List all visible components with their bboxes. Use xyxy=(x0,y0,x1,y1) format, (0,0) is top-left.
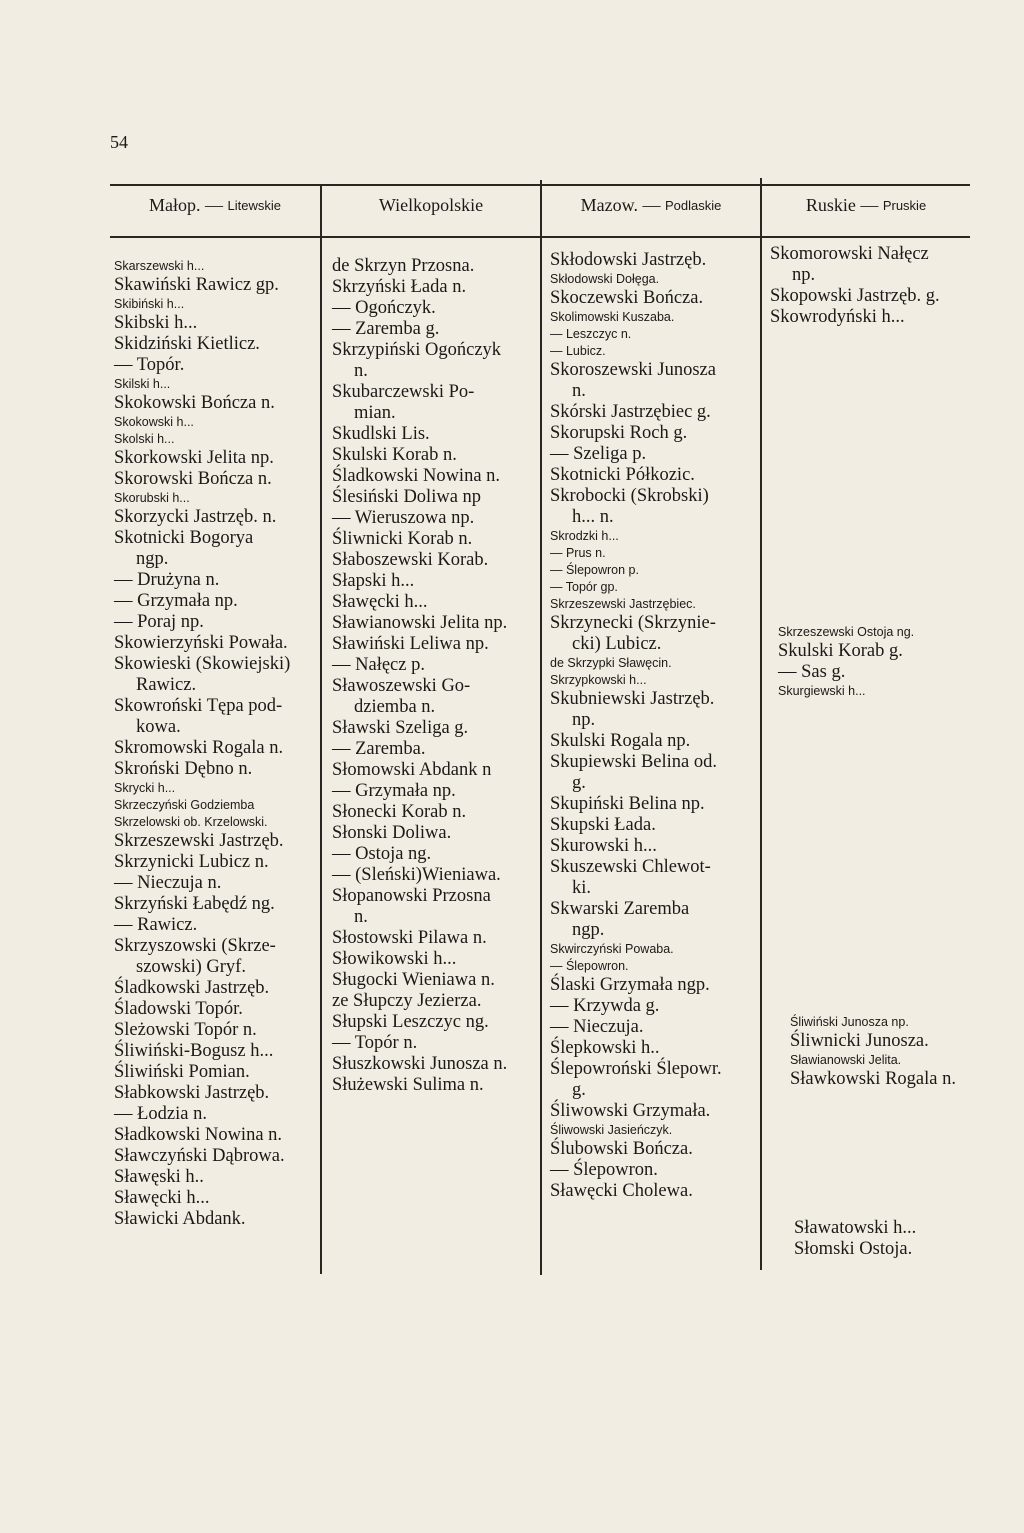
list-item: n. xyxy=(572,381,586,401)
list-item: Słupski Leszczyc ng. xyxy=(332,1012,489,1032)
list-item: — Sas g. xyxy=(778,662,846,682)
list-item: Skupski Łada. xyxy=(550,815,656,835)
list-item: Skotnicki Bogorya xyxy=(114,528,254,548)
list-item: np. xyxy=(792,265,816,285)
column-divider-3 xyxy=(760,178,762,1270)
list-item: Skrzelowski ob. Krzelowski. xyxy=(114,815,268,829)
list-item: ze Słupczy Jezierza. xyxy=(332,991,482,1011)
page-number: 54 xyxy=(110,132,128,152)
list-item: — Ostoja ng. xyxy=(332,844,432,864)
list-item: Skotnicki Półkozic. xyxy=(550,465,695,485)
list-item: Skurgiewski h... xyxy=(778,684,866,698)
list-item: Sławicki Abdank. xyxy=(114,1209,246,1229)
header-sub: Podlaskie xyxy=(664,197,722,213)
list-item: Skrobocki (Skrobski) xyxy=(550,486,709,506)
list-item: Skokowski h... xyxy=(114,415,194,429)
column-divider-1 xyxy=(320,184,322,1274)
column-malop-litewskie xyxy=(114,258,290,1230)
list-item: Słaboszewski Korab. xyxy=(332,550,489,570)
list-item: Skrzynicki Lubicz n. xyxy=(114,852,269,872)
list-item: Skulski Korab g. xyxy=(778,641,903,661)
column-mazow-podlaskie xyxy=(550,250,722,1202)
header-sub: Litewskie xyxy=(227,197,281,213)
list-item: Służewski Sulima n. xyxy=(332,1075,484,1095)
list-item: Sławęski h.. xyxy=(114,1167,204,1187)
list-item: Skrzyszowski (Skrze- xyxy=(114,936,276,956)
list-item: dziemba n. xyxy=(354,697,436,717)
list-item: Skuszewski Chlewot- xyxy=(550,857,711,877)
list-item: ngp. xyxy=(136,549,169,569)
list-item: Skwarski Zaremba xyxy=(550,899,690,919)
column-ruskie-pruskie-group-3 xyxy=(790,1014,956,1090)
list-item: Sławianowski Jelita. xyxy=(790,1053,902,1067)
list-item: Sługocki Wieniawa n. xyxy=(332,970,495,990)
list-item: — Szeliga p. xyxy=(550,444,647,464)
list-item: kowa. xyxy=(136,717,181,737)
list-item: Skawiński Rawicz gp. xyxy=(114,275,279,295)
list-item: — Lubicz. xyxy=(550,344,606,358)
list-item: Śliwowski Grzymała. xyxy=(550,1101,711,1121)
list-item: Sławczyński Dąbrowa. xyxy=(114,1146,285,1166)
list-item: Śladkowski Jastrzęb. xyxy=(114,978,270,998)
list-item: — Drużyna n. xyxy=(114,570,220,590)
list-item: Skowieski (Skowiejski) xyxy=(114,654,291,674)
list-item: — Ślepowron. xyxy=(550,1160,658,1180)
header-mazow-podlaskie xyxy=(542,188,760,222)
list-item: — Grzymała np. xyxy=(332,781,456,801)
list-item: Skowroński Tępa pod- xyxy=(114,696,283,716)
list-item: Skokowski Bończa n. xyxy=(114,393,275,413)
header-wielkopolskie xyxy=(322,188,540,222)
list-item: Słonecki Korab n. xyxy=(332,802,467,822)
list-item: — Ślepowron p. xyxy=(550,563,639,577)
header-sub: Pruskie xyxy=(882,197,927,213)
list-item: Skoroszewski Junosza xyxy=(550,360,716,380)
list-item: — (Sleński)Wieniawa. xyxy=(332,865,501,885)
list-item: Skrzeszewski Jastrzębiec. xyxy=(550,597,696,611)
list-item: Rawicz. xyxy=(136,675,197,695)
column-ruskie-pruskie-group-1 xyxy=(770,244,940,328)
list-item: Skrzypiński Ogończyk xyxy=(332,340,502,360)
list-item: Skulski Korab n. xyxy=(332,445,457,465)
header-sep: — xyxy=(855,194,883,215)
list-item: Ślubowski Bończa. xyxy=(550,1139,693,1159)
list-item: Sławęcki h... xyxy=(114,1188,210,1208)
list-item: Skrzypkowski h... xyxy=(550,673,647,687)
list-item: Skromowski Rogala n. xyxy=(114,738,284,758)
list-item: np. xyxy=(572,710,596,730)
list-item: ki. xyxy=(572,878,592,898)
list-item: Skłodowski Jastrzęb. xyxy=(550,250,707,270)
list-item: Skrycki h... xyxy=(114,781,176,795)
list-item: Skomorowski Nałęcz xyxy=(770,244,929,264)
list-item: — Grzymała np. xyxy=(114,591,238,611)
list-item: Skupiewski Belina od. xyxy=(550,752,718,772)
list-item: Skrzeszewski Jastrzęb. xyxy=(114,831,284,851)
list-item: Sławianowski Jelita np. xyxy=(332,613,508,633)
list-item: Ślepowroński Ślepowr. xyxy=(550,1059,722,1079)
list-item: mian. xyxy=(354,403,396,423)
list-item: Słonski Doliwa. xyxy=(332,823,452,843)
list-item: Słomowski Abdank n xyxy=(332,760,492,780)
list-item: Sławiński Leliwa np. xyxy=(332,634,489,654)
list-item: Sławatowski h... xyxy=(794,1218,917,1238)
list-item: szowski) Gryf. xyxy=(136,957,246,977)
header-ruskie-pruskie xyxy=(762,188,970,222)
list-item: Skrzeszewski Ostoja ng. xyxy=(778,625,915,639)
list-item: Skilski h... xyxy=(114,377,171,391)
list-item: — Nieczuja n. xyxy=(114,873,222,893)
list-item: Słostowski Pilawa n. xyxy=(332,928,487,948)
list-item: — Rawicz. xyxy=(114,915,198,935)
list-item: — Ogończyk. xyxy=(332,298,436,318)
list-item: Śliwnicki Junosza. xyxy=(790,1031,929,1051)
list-item: de Skrzypki Sławęcin. xyxy=(550,656,672,670)
list-item: de Skrzyn Przosna. xyxy=(332,256,475,276)
list-item: Śliwnicki Korab n. xyxy=(332,529,473,549)
list-item: — Leszczyc n. xyxy=(550,327,632,341)
list-item: Śladowski Topór. xyxy=(114,999,243,1019)
list-item: Sławski Szeliga g. xyxy=(332,718,469,738)
list-item: n. xyxy=(354,907,368,927)
list-item: Ślesiński Doliwa np xyxy=(332,487,482,507)
list-item: — Poraj np. xyxy=(114,612,204,632)
list-item: Śliwiński Junosza np. xyxy=(790,1015,909,1029)
list-item: Skubarczewski Po- xyxy=(332,382,475,402)
list-item: Skrzeczyński Godziemba xyxy=(114,798,255,812)
header-main: Mazow. xyxy=(580,194,638,215)
list-item: g. xyxy=(572,1080,586,1100)
list-item: Skorubski h... xyxy=(114,491,190,505)
list-item: Ślepkowski h.. xyxy=(550,1038,660,1058)
list-item: Skurowski h... xyxy=(550,836,657,856)
list-item: Śladkowski Nowina n. xyxy=(332,466,501,486)
list-item: Skłodowski Dołęga. xyxy=(550,272,660,286)
list-item: Skidziński Kietlicz. xyxy=(114,334,260,354)
list-item: — Ślepowron. xyxy=(550,959,629,973)
list-item: Skrzynecki (Skrzynie- xyxy=(550,613,716,633)
list-item: Sleżowski Topór n. xyxy=(114,1020,257,1040)
list-item: Skoczewski Bończa. xyxy=(550,288,704,308)
list-item: — Wieruszowa np. xyxy=(332,508,475,528)
list-item: Skowrodyński h... xyxy=(770,307,905,327)
list-item: — Zaremba. xyxy=(332,739,426,759)
list-item: Skwirczyński Powaba. xyxy=(550,942,674,956)
header-main: Wielkopolskie xyxy=(378,194,484,215)
list-item: Skibski h... xyxy=(114,313,198,333)
column-ruskie-pruskie-group-2 xyxy=(778,624,914,700)
list-item: Słabkowski Jastrzęb. xyxy=(114,1083,270,1103)
list-item: — Krzywda g. xyxy=(550,996,660,1016)
list-item: Sławoszewski Go- xyxy=(332,676,471,696)
list-item: Słowikowski h... xyxy=(332,949,457,969)
list-item: — Topór n. xyxy=(332,1033,418,1053)
list-item: — Nieczuja. xyxy=(550,1017,644,1037)
list-item: Sławęcki Cholewa. xyxy=(550,1181,693,1201)
list-item: Słomski Ostoja. xyxy=(794,1239,913,1259)
list-item: Ślaski Grzymała ngp. xyxy=(550,975,710,995)
list-item: cki) Lubicz. xyxy=(572,634,662,654)
list-item: Słapski h... xyxy=(332,571,415,591)
list-item: Skorowski Bończa n. xyxy=(114,469,272,489)
list-item: n. xyxy=(354,361,368,381)
list-item: Skorkowski Jelita np. xyxy=(114,448,274,468)
list-item: — Prus n. xyxy=(550,546,606,560)
list-item: Śliwowski Jasieńczyk. xyxy=(550,1123,673,1137)
list-item: h... n. xyxy=(572,507,614,527)
list-item: Skrzyński Łabędź ng. xyxy=(114,894,275,914)
column-wielkopolskie xyxy=(332,256,507,1096)
list-item: Śliwiński Pomian. xyxy=(114,1062,250,1082)
list-item: g. xyxy=(572,773,586,793)
list-item: — Nałęcz p. xyxy=(332,655,425,675)
list-item: Skroński Dębno n. xyxy=(114,759,253,779)
list-item: Skolski h... xyxy=(114,432,175,446)
list-item: — Topór gp. xyxy=(550,580,618,594)
list-item: Skarszewski h... xyxy=(114,259,205,273)
list-item: Skórski Jastrzębiec g. xyxy=(550,402,711,422)
list-item: Skudlski Lis. xyxy=(332,424,430,444)
list-item: Śliwiński-Bogusz h... xyxy=(114,1041,274,1061)
list-item: ngp. xyxy=(572,920,605,940)
list-item: Skulski Rogala np. xyxy=(550,731,691,751)
list-item: Skubniewski Jastrzęb. xyxy=(550,689,715,709)
column-divider-2 xyxy=(540,180,542,1275)
list-item: Skolimowski Kuszaba. xyxy=(550,310,675,324)
column-ruskie-pruskie-group-4 xyxy=(794,1218,916,1260)
header-sep: — xyxy=(200,194,228,215)
list-item: Słopanowski Przosna xyxy=(332,886,491,906)
list-item: Skibiński h... xyxy=(114,297,185,311)
list-item: Słuszkowski Junosza n. xyxy=(332,1054,508,1074)
list-item: Skowierzyński Powała. xyxy=(114,633,288,653)
list-item: — Zaremba g. xyxy=(332,319,440,339)
header-main: Małop. xyxy=(149,194,201,215)
list-item: Skorupski Roch g. xyxy=(550,423,688,443)
list-item: Sładkowski Nowina n. xyxy=(114,1125,283,1145)
header-main: Ruskie xyxy=(805,194,856,215)
list-item: Skopowski Jastrzęb. g. xyxy=(770,286,940,306)
list-item: Sławęcki h... xyxy=(332,592,428,612)
header-malop-litewskie xyxy=(110,188,320,222)
list-item: Skrodzki h... xyxy=(550,529,619,543)
list-item: Sławkowski Rogala n. xyxy=(790,1069,956,1089)
header-sep: — xyxy=(637,194,665,215)
list-item: — Łodzia n. xyxy=(114,1104,207,1124)
list-item: Skorzycki Jastrzęb. n. xyxy=(114,507,277,527)
list-item: — Topór. xyxy=(114,355,185,375)
list-item: Skrzyński Łada n. xyxy=(332,277,467,297)
list-item: Skupiński Belina np. xyxy=(550,794,705,814)
